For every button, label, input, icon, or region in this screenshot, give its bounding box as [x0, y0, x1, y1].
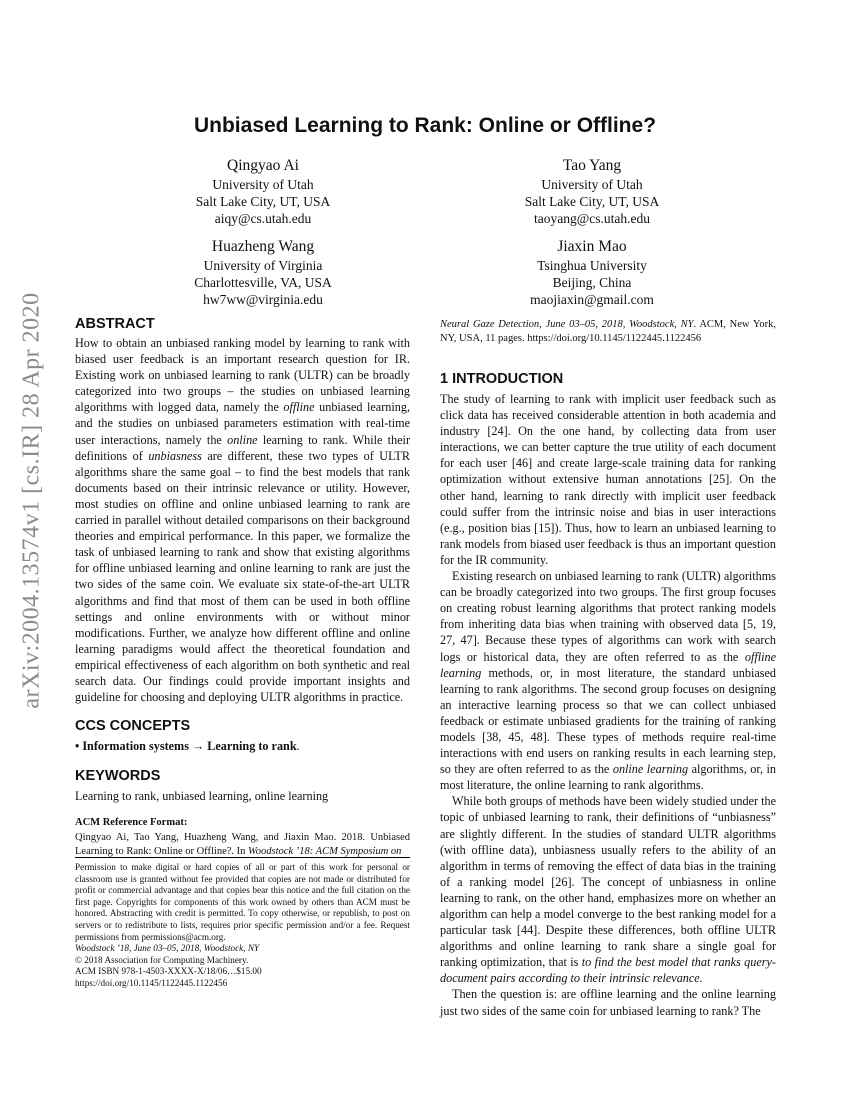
- abstract-text-part: are different, these two types of ULTR algorithms share the same goal – to find the best models that rank documents based on their intrinsic relevance or utility. However, most studies on offline and online unbiased learning to rank are carried in parallel without detailed comparisons on their background theories and empirical performance. In this paper, we formalize the task of unbiased learning to rank and show that existing algorithms for offline unbiased learning and online learning to rank are just the two sides of the same coin. We evaluate six state-of-the-art ULTR algorithms and find that most of them can be used in both offline settings and online environments with or without minor modifications. Further, we analyze how different offline and online learning paradigms would affect the theoretical foundation and empirical effectiveness of each algorithm on both synthetic and real search data. Our findings could provide important insights and guideline for choosing and deploying ULTR algorithms in practice.: [75, 448, 410, 705]
- abstract-emphasis-offline: offline: [283, 400, 315, 415]
- author-block: [452, 237, 732, 308]
- author-block: [452, 156, 732, 227]
- intro-paragraph: [440, 793, 776, 986]
- author-email[interactable]: taoyang@cs.utah.edu: [534, 211, 650, 226]
- author-affiliation: Tsinghua University: [537, 258, 647, 273]
- ccs-suffix: .: [296, 739, 300, 754]
- intro-paragraph: The study of learning to rank with implicit user feedback such as click data has received considerable attention in both academia and industry [24]. On the one hand, by collecting data from user interactions, we can better capture the true utility of each document for each user [46] and create large-scale training data for ranking optimization without extensive human annotations [25]. On the other hand, learning to rank directly with implicit user feedback could suffer from the intrinsic noise and bias in user interactions (e.g., position bias [15]). Thus, how to learn an unbiased learning to rank models from biased user feedback is thus an important question for the IR community.: [440, 392, 776, 567]
- abstract-heading: ABSTRACT: [75, 316, 155, 332]
- author-block: [123, 237, 403, 308]
- keywords-text: Learning to rank, unbiased learning, online learning: [75, 789, 329, 804]
- intro-emphasis: offline learning: [440, 649, 776, 680]
- author-name: Tao Yang: [562, 157, 622, 174]
- abstract-emphasis-online: online: [227, 432, 258, 447]
- author-location: Salt Lake City, UT, USA: [195, 194, 331, 209]
- right-column: [440, 318, 776, 1019]
- intro-emphasis: to find the best model that ranks query-document pairs according to their intrinsic relevance.: [440, 955, 776, 986]
- copyright-footnote: [75, 857, 410, 990]
- abstract-text-part: learning to rank. While their definitions of: [75, 432, 410, 463]
- ccs-concept-item: • Information systems → Learning to rank: [75, 739, 297, 754]
- acm-reference-venue-cont: Neural Gaze Detection, June 03–05, 2018, Woodstock, NY: [440, 319, 694, 330]
- abstract-text-part: How to obtain an unbiased ranking model by learning to rank with biased user feedback is an important research question for IR. Existing work on unbiased learning to rank (ULTR) can be broadly categorized into two groups – the studies on unbiased learning algorithms with logged data, namely the: [75, 336, 410, 415]
- author-affiliation: University of Utah: [541, 177, 643, 192]
- acm-reference-heading: ACM Reference Format:: [75, 817, 188, 829]
- author-email[interactable]: maojiaxin@gmail.com: [530, 292, 654, 307]
- intro-text-part: methods, or, in most literature, the standard unbiased learning to rank algorithms. The second group focuses on designing an interactive learning process so that we can collect unbiased feedback or estimate unbiased gradients for the training of ranking models [38, 45, 48]. These types of methods require real-time interactions with end users on ranking results in each learning step, so they are often referred to as the: [440, 665, 776, 777]
- footnote-venue: Woodstock ’18, June 03–05, 2018, Woodstock, NY: [75, 943, 260, 954]
- intro-emphasis: online learning: [612, 762, 689, 777]
- acm-reference-text: [75, 831, 410, 859]
- author-email[interactable]: hw7ww@virginia.edu: [203, 292, 323, 307]
- intro-paragraph: [440, 568, 776, 793]
- arxiv-id: arXiv:2004.13574v1 [cs.IR] 28 Apr 2020: [18, 291, 45, 709]
- footnote-copyright: © 2018 Association for Computing Machinery.: [75, 954, 249, 965]
- left-column: [75, 316, 410, 859]
- author-name: Qingyao Ai: [227, 157, 299, 174]
- author-location: Beijing, China: [552, 275, 632, 290]
- footnote-doi[interactable]: https://doi.org/10.1145/1122445.1122456: [75, 977, 228, 988]
- author-block: [123, 156, 403, 227]
- arxiv-stamp: [12, 291, 52, 709]
- acm-reference-continuation: [440, 318, 776, 346]
- author-name: Jiaxin Mao: [557, 238, 627, 255]
- acm-reference-part: . ACM, New York, NY, USA, 11 pages. https://doi.org/10.1145/1122445.1122456: [440, 319, 776, 344]
- footnote-isbn: ACM ISBN 978-1-4503-XXXX-X/18/06…$15.00: [75, 966, 262, 977]
- acm-reference-part: Qingyao Ai, Tao Yang, Huazheng Wang, and Jiaxin Mao. 2018. Unbiased Learning to Rank: Online or Offline?. In: [75, 832, 410, 858]
- author-location: Salt Lake City, UT, USA: [524, 194, 660, 209]
- intro-text-part: While both groups of methods have been widely studied under the topic of unbiased learning to rank, their definitions of “unbiasness” are slightly different. In the studies of standard ULTR algorithms (with offline data), unbiasness usually refers to the ability of an algorithm in terms of removing the effect of data bias in the training of a ranking model [26]. The concept of unbiasness in online learning to rank, on the other hand, emphasizes more on whether an algorithm can help a model converge to the best ranking model for a particular task [44]. Despite these differences, both offline ULTR algorithms and online learning to rank share a single goal for ranking optimization, that is: [440, 794, 776, 970]
- permission-notice: Permission to make digital or hard copies of all or part of this work for personal or classroom use is granted without fee provided that copies are not made or distributed for profit or commercial advantage and that copies bear this notice and the full citation on the first page. Copyrights for components of this work owned by others than ACM must be honored. Abstracting with credit is permitted. To copy otherwise, or republish, to post on servers or to redistribute to lists, requires prior specific permission and/or a fee. Request permissions from permissions@acm.org.: [75, 862, 410, 942]
- author-name: Huazheng Wang: [211, 238, 315, 255]
- ccs-concepts: [75, 738, 410, 754]
- introduction-heading: 1 INTRODUCTION: [440, 371, 564, 387]
- author-location: Charlottesville, VA, USA: [194, 275, 332, 290]
- abstract-emphasis-unbiasness: unbiasness: [148, 448, 202, 463]
- acm-reference-venue: Woodstock ’18: ACM Symposium on: [248, 846, 402, 858]
- author-email[interactable]: aiqy@cs.utah.edu: [214, 211, 312, 226]
- keywords-heading: KEYWORDS: [75, 768, 161, 785]
- intro-paragraph: Then the question is: are offline learning and the online learning just two sides of the same coin for unbiased learning to rank? The: [440, 987, 776, 1018]
- paper-title: Unbiased Learning to Rank: Online or Offline?: [193, 114, 657, 137]
- author-affiliation: University of Utah: [212, 177, 314, 192]
- author-affiliation: University of Virginia: [203, 258, 323, 273]
- intro-text-part: Existing research on unbiased learning to rank (ULTR) algorithms can be broadly categorized into two groups. The first group focuses on creating robust learning algorithms that protect ranking models from inheriting data bias when training with observed data [5, 19, 27, 47]. Because these types of algorithms can work with search logs or historical data, they are often referred to as the: [440, 569, 776, 664]
- intro-text-part: algorithms, or, in most literature, the online learning to rank algorithms.: [440, 762, 776, 793]
- abstract-text-part: unbiased learning, and the studies on unbiased parameters estimation with real-time user interactions, namely the: [75, 400, 410, 447]
- ccs-heading: CCS CONCEPTS: [75, 718, 191, 735]
- abstract-text: [75, 335, 410, 705]
